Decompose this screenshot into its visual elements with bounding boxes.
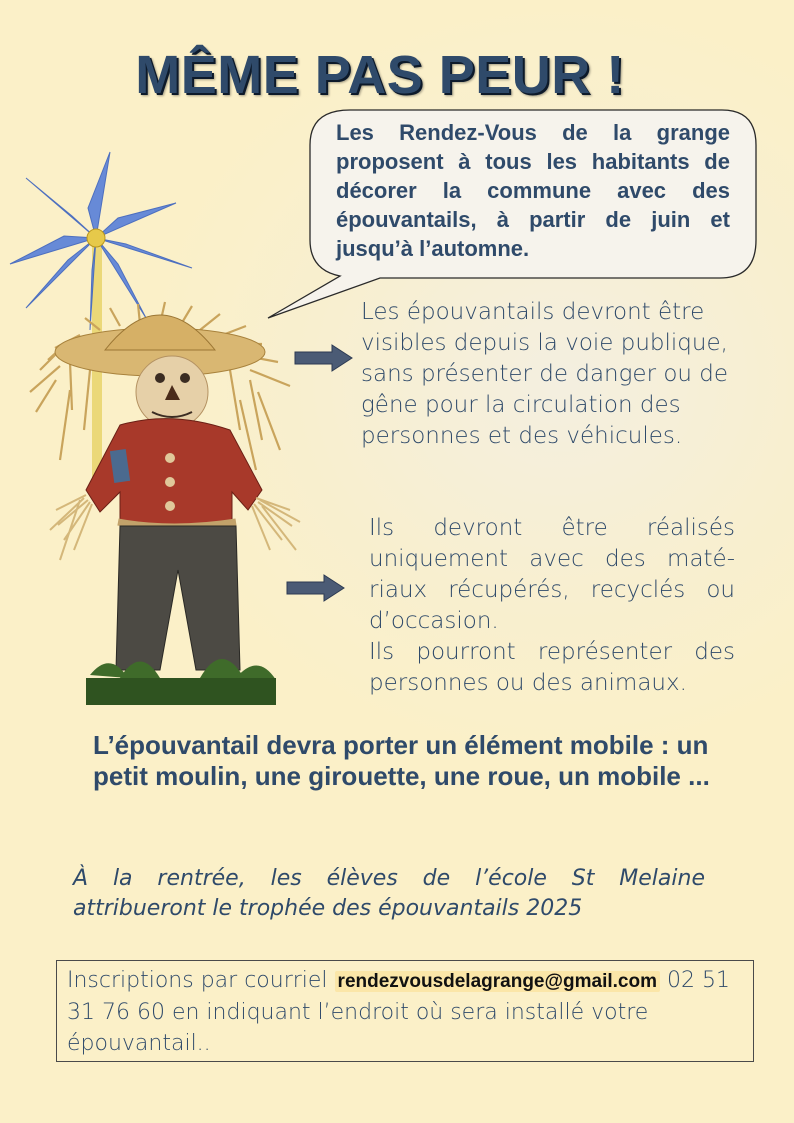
visibility-rule: Les épouvantails devront être visibles depuis la voie publique, sans présenter de danger ou de gêne pour la circulation des personnes et des véhicules. (361, 299, 729, 449)
page-title: MÊME PAS PEUR ! (135, 45, 625, 105)
email-link[interactable]: rendezvousdelagrange@gmail.com (335, 971, 660, 992)
school-line: attribueront le trophée des épouvantails 2025 (73, 896, 583, 921)
representation-line: Ils pourront représenter des (369, 639, 735, 665)
representation-line: personnes ou des animaux. (369, 670, 687, 696)
registration-box (56, 960, 754, 1062)
registration-prefix: Inscriptions par courriel (67, 968, 328, 993)
right-arrow-icon (286, 574, 346, 602)
school-trophy-note (73, 864, 705, 924)
materials-rule (369, 513, 735, 699)
bubble-text: Les Rendez-Vous de la grange proposent à tous les habitants de décorer la commune avec des épouvantails, à partir de juin et jusqu’à l’automne. (336, 120, 730, 261)
right-arrow-icon (294, 344, 354, 372)
registration-details: 02 51 31 76 60 en indiquant l’endroit où sera installé votre épouvantail.. (67, 968, 730, 1056)
scarecrow-illustration (0, 130, 360, 705)
school-line: À la rentrée, les élèves de l’école St Melaine (73, 866, 705, 891)
materials-line: Ils devront être réalisés (369, 515, 735, 541)
materials-line: uniquement avec des maté- (369, 546, 735, 572)
mobile-element-requirement: L’épouvantail devra porter un élément mobile : un petit moulin, une girouette, une roue, un mobile ... (93, 730, 710, 791)
materials-line: riaux récupérés, recyclés ou (369, 577, 735, 603)
materials-line: d’occasion. (369, 608, 499, 634)
